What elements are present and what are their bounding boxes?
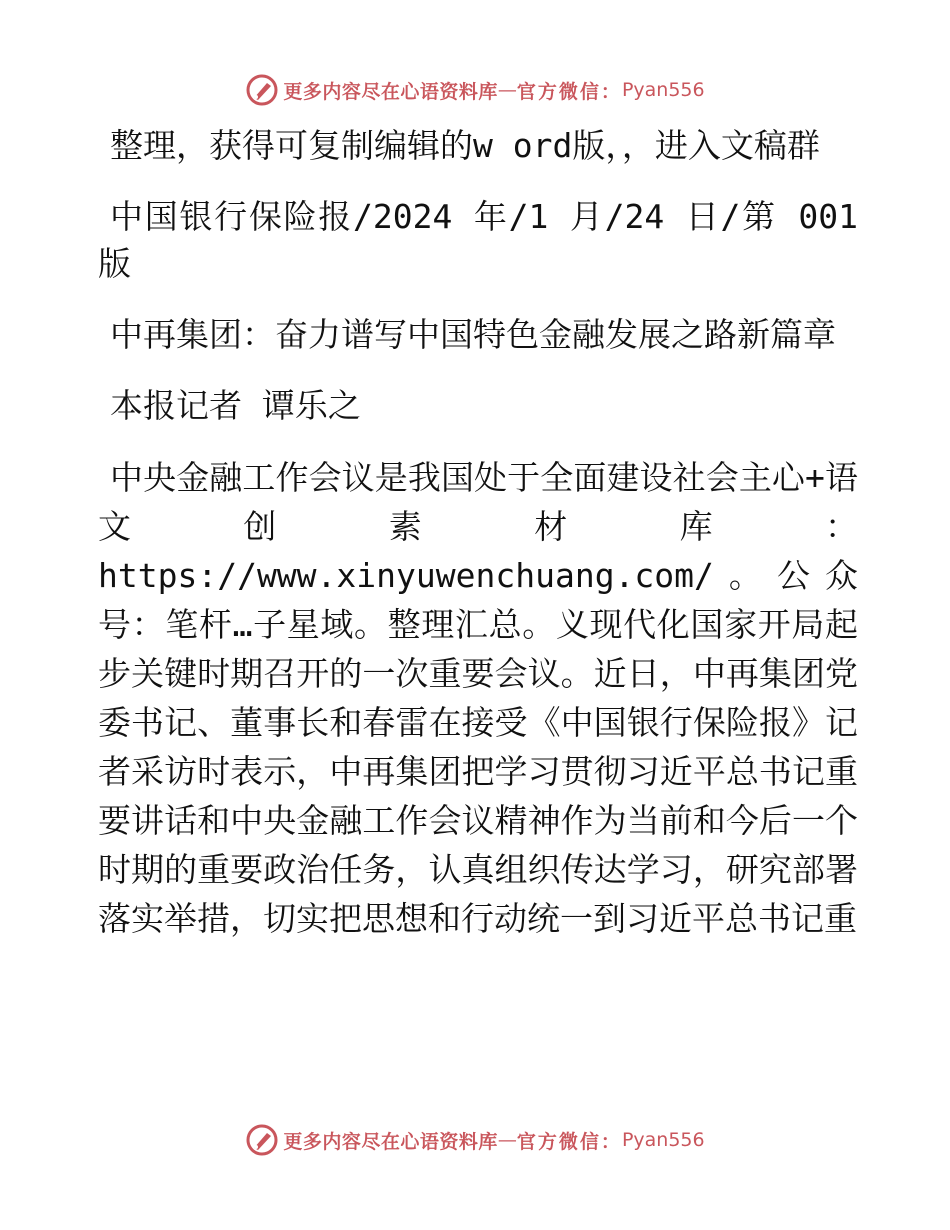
footer-watermark [0, 1120, 950, 1160]
watermark-title: 更多内容尽在心语资料库 [283, 1130, 498, 1153]
watermark-wechat-id: Pyan556 [621, 1129, 705, 1151]
watermark-wechat-id: Pyan556 [621, 79, 705, 101]
header-watermark [0, 70, 950, 110]
watermark-wechat-label: 官方微信： [516, 80, 622, 103]
doc-note: 整理，获得可复制编辑的w ord版，，进入文稿群 [110, 126, 820, 165]
doc-byline: 本报记者 谭乐之 [110, 386, 361, 425]
doc-source-line: 中国银行保险报/2024 年/1 月/24 日/第 001 版 [98, 197, 858, 283]
watermark-wechat-label: 官方微信： [516, 1130, 622, 1153]
pen-logo-icon [245, 1123, 279, 1157]
doc-paragraph: 中央金融工作会议是我国处于全面建设社会主心+语文创素材库：https://www.xinyuwenchuang.com/。公众号：笔杆…子星域。整理汇总。义现代化国家开局起步关键时期召开的一次重要会议。近日，中再集团党委书记、董事长和春雷在接受《中国银行保险报》记者采访时表示，中再集团把学习贯彻习近平总书记重要讲话和中央金融工作会议精神作为当前和今后一个时期的重要政治任务，认真组织传达学习，研究部署落实举措，切实把思想和行动统一到习近平总书记重 [98, 458, 858, 938]
watermark-dash: — [497, 1129, 517, 1151]
watermark-title: 更多内容尽在心语资料库 [283, 80, 498, 103]
doc-headline: 中再集团：奋力谱写中国特色金融发展之路新篇章 [110, 315, 836, 354]
document-body [98, 122, 858, 943]
pen-logo-icon [245, 73, 279, 107]
watermark-dash: — [497, 79, 517, 101]
